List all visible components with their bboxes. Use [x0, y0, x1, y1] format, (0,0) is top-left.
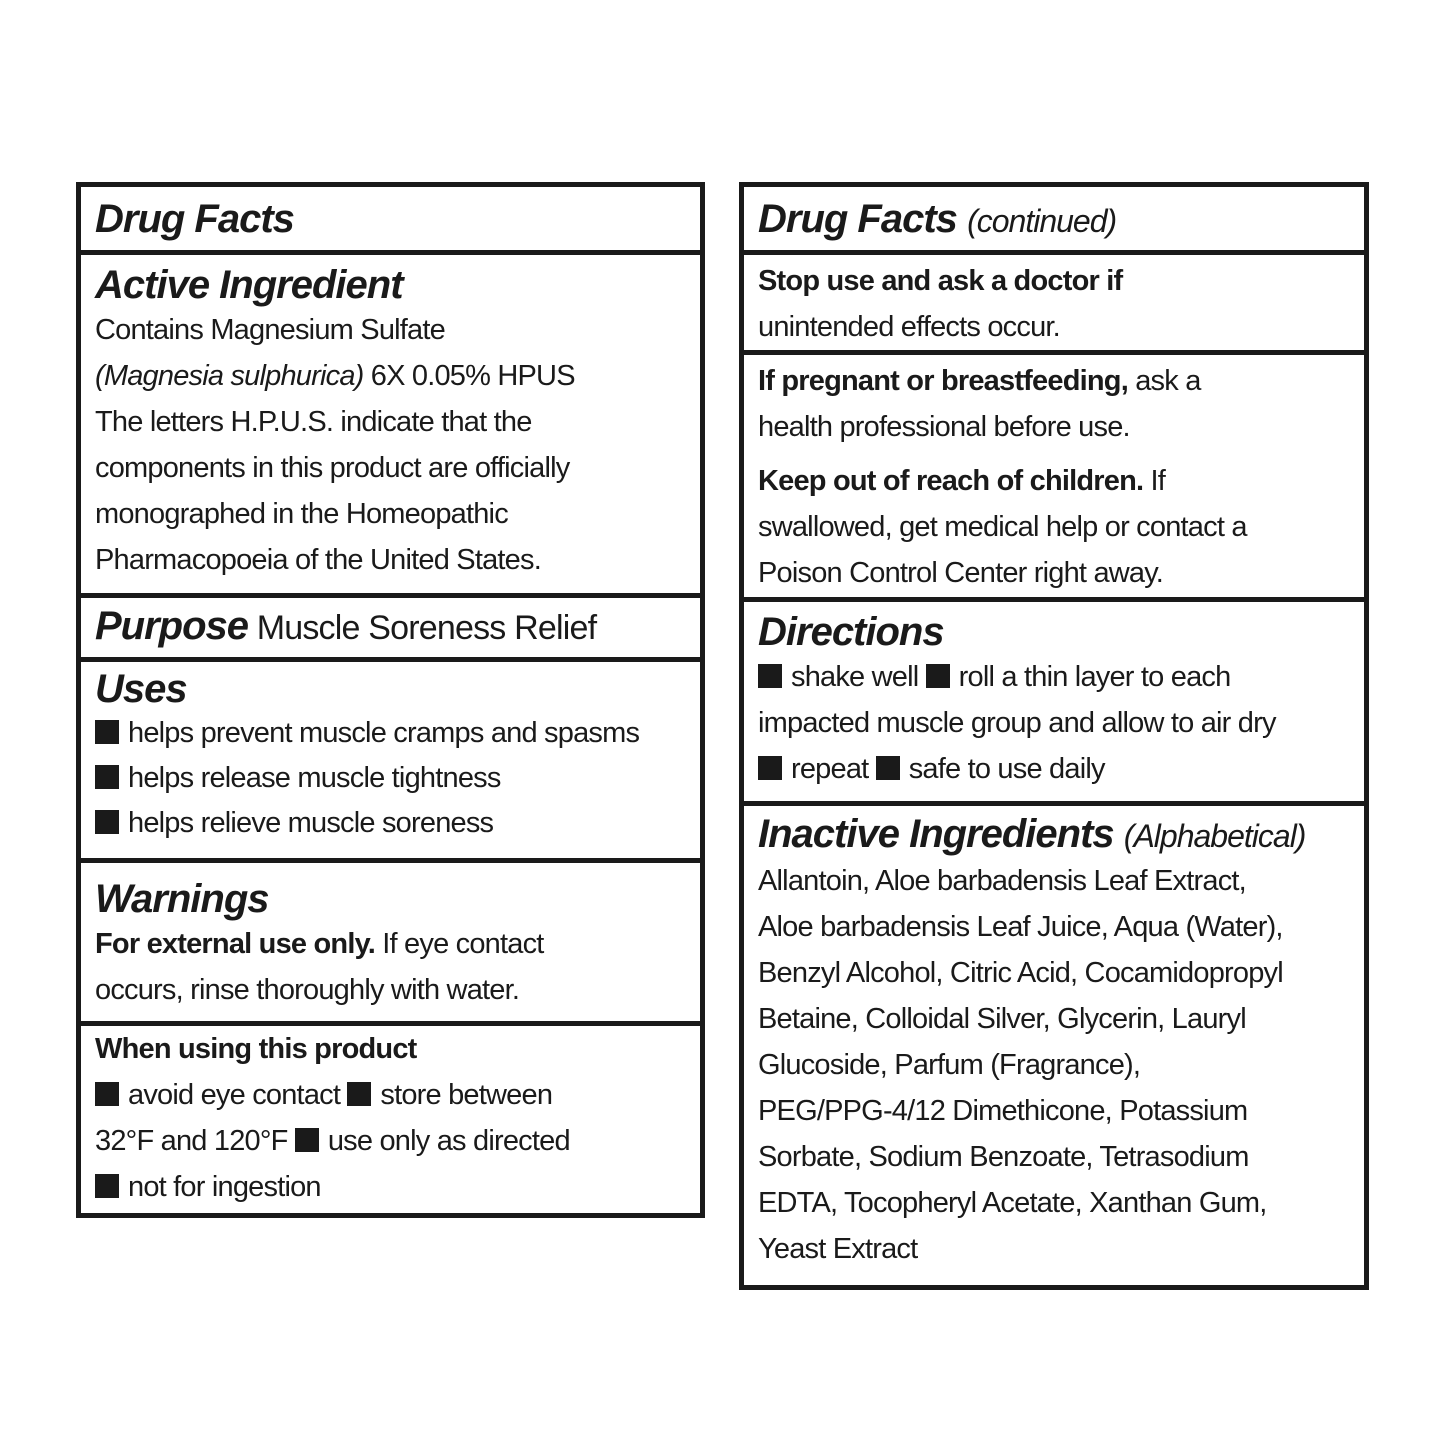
- warnings-section: [81, 877, 700, 1013]
- keep-out-line: Poison Control Center right away.: [758, 557, 1164, 589]
- active-ingredient-heading: Active Ingredient: [95, 263, 403, 307]
- directions-line: repeat safe to use daily: [758, 746, 1350, 792]
- stop-use-text: unintended effects occur.: [758, 311, 1060, 343]
- drug-facts-title: Drug Facts: [95, 197, 294, 241]
- active-ingredient-line: The letters H.P.U.S. indicate that the: [95, 406, 532, 438]
- when-using-line: not for ingestion: [95, 1164, 686, 1210]
- purpose-section: [81, 604, 700, 651]
- pregnancy-line: health professional before use.: [758, 411, 1130, 443]
- inactive-ingredients-line: PEG/PPG-4/12 Dimethicone, Potassium: [758, 1095, 1248, 1127]
- divider: [744, 250, 1364, 255]
- uses-item: helps relieve muscle soreness: [95, 801, 686, 846]
- directions-section: [744, 610, 1364, 792]
- continued-label: (continued): [967, 203, 1117, 239]
- potency: 6X 0.05% HPUS: [363, 360, 575, 392]
- warnings-heading: Warnings: [95, 877, 269, 921]
- latin-name: (Magnesia sulphurica): [95, 360, 364, 392]
- divider: [744, 350, 1364, 355]
- uses-heading: Uses: [95, 667, 187, 711]
- active-ingredient-line: Contains Magnesium Sulfate: [95, 314, 445, 346]
- active-ingredient-line: [95, 353, 686, 399]
- directions-line: impacted muscle group and allow to air dry: [758, 707, 1276, 739]
- inactive-ingredients-heading: Inactive Ingredients (Alphabetical): [758, 812, 1306, 856]
- directions-heading: Directions: [758, 610, 944, 654]
- divider: [744, 801, 1364, 806]
- uses-item: helps release muscle tightness: [95, 756, 686, 801]
- purpose-heading: Purpose: [95, 604, 249, 648]
- warnings-line: For external use only. If eye contact: [95, 928, 544, 960]
- bullet-square-icon: [926, 664, 950, 688]
- purpose-text: Muscle Soreness Relief: [248, 609, 597, 647]
- pregnancy-section: [744, 358, 1364, 596]
- bullet-square-icon: [95, 720, 119, 744]
- bullet-square-icon: [95, 765, 119, 789]
- inactive-ingredients-line: Allantoin, Aloe barbadensis Leaf Extract,: [758, 865, 1246, 897]
- divider: [81, 250, 700, 255]
- pregnancy-line: If pregnant or breastfeeding, ask a: [758, 365, 1201, 397]
- keep-out-line: Keep out of reach of children. If: [758, 465, 1166, 497]
- stop-use-heading: Stop use and ask a doctor if: [758, 265, 1123, 297]
- bullet-square-icon: [347, 1082, 371, 1106]
- drug-facts-title: Drug Facts (continued): [758, 197, 1117, 241]
- drug-facts-title-section: [744, 197, 1364, 243]
- inactive-ingredients-line: Aloe barbadensis Leaf Juice, Aqua (Water),: [758, 911, 1283, 943]
- active-ingredient-section: [81, 263, 700, 583]
- bullet-square-icon: [758, 664, 782, 688]
- active-ingredient-line: components in this product are officially: [95, 452, 570, 484]
- uses-section: [81, 667, 700, 846]
- divider: [744, 597, 1364, 602]
- alphabetical-label: (Alphabetical): [1123, 818, 1306, 854]
- divider: [81, 858, 700, 863]
- uses-item: helps prevent muscle cramps and spasms: [95, 711, 686, 756]
- drug-facts-panel-left: [76, 182, 705, 1218]
- directions-line: shake well roll a thin layer to each: [758, 654, 1350, 700]
- bullet-square-icon: [758, 756, 782, 780]
- inactive-ingredients-section: [744, 812, 1364, 1272]
- bullet-square-icon: [876, 756, 900, 780]
- when-using-line: 32°F and 120°F use only as directed: [95, 1125, 570, 1157]
- divider: [81, 593, 700, 598]
- keep-out-line: swallowed, get medical help or contact a: [758, 511, 1247, 543]
- when-using-line: avoid eye contact store between: [95, 1072, 686, 1118]
- inactive-ingredients-line: Glucoside, Parfum (Fragrance),: [758, 1049, 1141, 1081]
- bullet-square-icon: [295, 1128, 319, 1152]
- inactive-ingredients-line: Yeast Extract: [758, 1233, 918, 1265]
- inactive-ingredients-line: EDTA, Tocopheryl Acetate, Xanthan Gum,: [758, 1187, 1267, 1219]
- when-using-heading: When using this product: [95, 1033, 417, 1065]
- bullet-square-icon: [95, 1082, 119, 1106]
- active-ingredient-line: monographed in the Homeopathic: [95, 498, 508, 530]
- drug-facts-panel-right: [739, 182, 1369, 1290]
- inactive-ingredients-line: Betaine, Colloidal Silver, Glycerin, Lauryl: [758, 1003, 1246, 1035]
- active-ingredient-line: Pharmacopoeia of the United States.: [95, 544, 541, 576]
- when-using-section: [81, 1026, 700, 1210]
- warnings-line: occurs, rinse thoroughly with water.: [95, 974, 520, 1006]
- bullet-square-icon: [95, 810, 119, 834]
- drug-facts-title-section: [81, 197, 700, 241]
- divider: [81, 657, 700, 662]
- stop-use-section: [744, 258, 1364, 350]
- bullet-square-icon: [95, 1174, 119, 1198]
- inactive-ingredients-line: Benzyl Alcohol, Citric Acid, Cocamidopropyl: [758, 957, 1283, 989]
- inactive-ingredients-line: Sorbate, Sodium Benzoate, Tetrasodium: [758, 1141, 1249, 1173]
